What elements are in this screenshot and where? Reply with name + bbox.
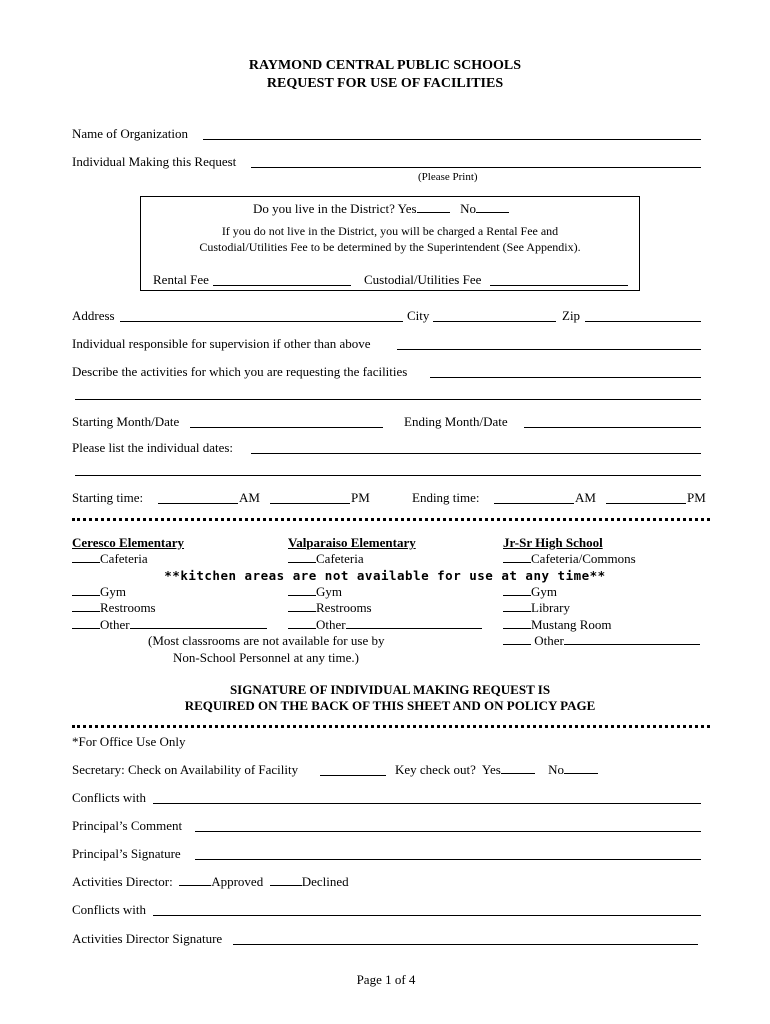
address-label: Address [72,308,115,323]
rental-fee-field[interactable] [213,285,351,286]
key-no-label: No [548,762,564,777]
district-no-blank[interactable] [476,212,509,213]
key-yes-blank[interactable] [501,773,535,774]
valparaiso-other[interactable]: Other [288,617,482,632]
district-question: Do you live in the District? Yes No [253,201,509,216]
key-checkout-label: Key check out? Yes No [395,762,598,777]
city-field[interactable] [433,321,556,322]
activities-label: Describe the activities for which you are requesting the facilities [72,364,408,379]
start-am-label: AM [239,490,260,505]
declined-label: Declined [301,874,349,889]
individual-label: Individual Making this Request [72,154,237,169]
conflicts2-label: Conflicts with [72,902,147,917]
conflicts2-field[interactable] [153,915,701,916]
end-time-pm-field[interactable] [606,503,686,504]
end-time-label: Ending time: [412,490,480,505]
activities-field[interactable] [430,377,701,378]
dotted-divider-2 [72,725,710,728]
conflicts-field[interactable] [153,803,701,804]
signature-notice-line1: SIGNATURE OF INDIVIDUAL MAKING REQUEST IS [229,682,551,697]
end-time-am-field[interactable] [494,503,574,504]
key-no-blank[interactable] [564,773,598,774]
jrsr-heading: Jr-Sr High School [503,535,603,550]
ceresco-heading: Ceresco Elementary [72,535,185,550]
dates-field[interactable] [251,453,701,454]
classroom-note-line2: Non-School Personnel at any time.) [173,650,359,665]
zip-label: Zip [562,308,581,323]
signature-notice-line2: REQUIRED ON THE BACK OF THIS SHEET AND ON POLICY PAGE [184,698,596,713]
custodial-fee-label: Custodial/Utilities Fee [364,272,482,287]
classroom-note-line1: (Most classrooms are not available for use by [148,633,385,648]
office-use-heading: *For Office Use Only [72,734,186,749]
ad-signature-field[interactable] [233,944,698,945]
district-notice-line1: If you do not live in the District, you will be charged a Rental Fee and [221,224,559,238]
organization-field[interactable] [203,139,701,140]
district-yes-blank[interactable] [417,212,450,213]
jrsr-other[interactable]: Other [503,633,700,648]
page-number: Page 1 of 4 [356,972,416,987]
end-pm-label: PM [687,490,706,505]
dates-label: Please list the individual dates: [72,440,234,455]
end-am-label: AM [575,490,596,505]
rental-fee-label: Rental Fee [153,272,209,287]
valparaiso-heading: Valparaiso Elementary [288,535,416,550]
ceresco-cafeteria[interactable]: Cafeteria [72,551,148,566]
individual-field[interactable] [251,167,701,168]
please-print-hint: (Please Print) [418,171,478,183]
availability-field[interactable] [320,775,386,776]
supervisor-label: Individual responsible for supervision if other than above [72,336,371,351]
ceresco-gym[interactable]: Gym [72,584,126,599]
zip-field[interactable] [585,321,701,322]
approved-label: Approved [211,874,264,889]
document-subtitle: REQUEST FOR USE OF FACILITIES [266,76,504,91]
conflicts-label: Conflicts with [72,790,147,805]
approved-blank[interactable] [179,885,211,886]
jrsr-library[interactable]: Library [503,600,570,615]
principal-signature-label: Principal’s Signature [72,846,181,861]
district-box [140,196,640,291]
valparaiso-restrooms[interactable]: Restrooms [288,600,372,615]
activities-director-row: Activities Director: Approved Declined [72,874,349,889]
start-time-am-field[interactable] [158,503,238,504]
district-no-label: No [460,201,476,216]
principal-signature-field[interactable] [195,859,701,860]
address-field[interactable] [120,321,403,322]
custodial-fee-field[interactable] [490,285,628,286]
start-time-pm-field[interactable] [270,503,350,504]
valparaiso-gym[interactable]: Gym [288,584,342,599]
kitchen-note: **kitchen areas are not available for use at any time** [164,568,606,583]
jrsr-gym[interactable]: Gym [503,584,557,599]
end-date-label: Ending Month/Date [404,414,508,429]
document-title: RAYMOND CENTRAL PUBLIC SCHOOLS [248,58,522,73]
start-pm-label: PM [351,490,370,505]
supervisor-field[interactable] [397,349,701,350]
dates-field-2[interactable] [75,475,701,476]
district-yes-label: Yes [397,201,417,216]
ad-signature-label: Activities Director Signature [72,931,223,946]
principal-comment-label: Principal’s Comment [72,818,183,833]
dotted-divider [72,518,710,521]
ceresco-other[interactable]: Other [72,617,267,632]
end-date-field[interactable] [524,427,701,428]
organization-label: Name of Organization [72,126,188,141]
start-date-field[interactable] [190,427,383,428]
valparaiso-cafeteria[interactable]: Cafeteria [288,551,364,566]
principal-comment-field[interactable] [195,831,701,832]
key-yes-label: Yes [481,762,501,777]
jrsr-cafeteria[interactable]: Cafeteria/Commons [503,551,636,566]
district-notice-line2: Custodial/Utilities Fee to be determined by the Superintendent (See Appendix). [199,240,581,254]
secretary-label: Secretary: Check on Availability of Facility [72,762,299,777]
start-date-label: Starting Month/Date [72,414,180,429]
activities-field-2[interactable] [75,399,701,400]
jrsr-mustang-room[interactable]: Mustang Room [503,617,612,632]
city-label: City [407,308,430,323]
declined-blank[interactable] [270,885,302,886]
start-time-label: Starting time: [72,490,144,505]
ceresco-restrooms[interactable]: Restrooms [72,600,156,615]
